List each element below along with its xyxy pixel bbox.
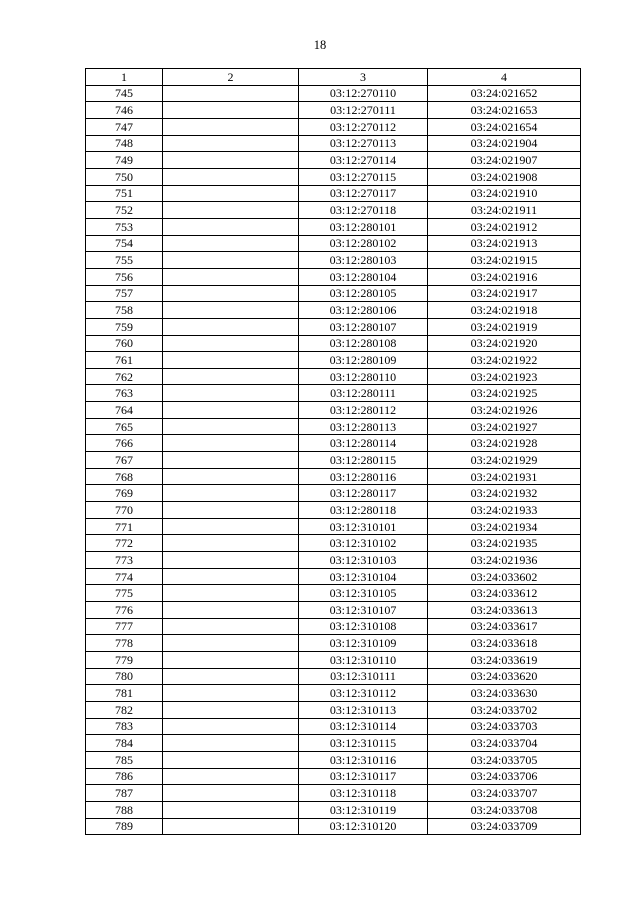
empty-cell xyxy=(163,418,299,435)
code-column-3-cell: 03:12:310104 xyxy=(299,568,428,585)
code-column-4-cell: 03:24:033707 xyxy=(428,785,581,802)
empty-cell xyxy=(163,635,299,652)
code-column-3-cell: 03:12:280110 xyxy=(299,368,428,385)
row-number-cell: 748 xyxy=(86,135,163,152)
code-column-4-cell: 03:24:021926 xyxy=(428,402,581,419)
code-column-4-cell: 03:24:021925 xyxy=(428,385,581,402)
code-column-4-cell: 03:24:033708 xyxy=(428,801,581,818)
code-column-3-cell: 03:12:310105 xyxy=(299,585,428,602)
code-column-3-cell: 03:12:310111 xyxy=(299,668,428,685)
empty-cell xyxy=(163,152,299,169)
row-number-cell: 772 xyxy=(86,535,163,552)
row-number-cell: 753 xyxy=(86,218,163,235)
empty-cell xyxy=(163,118,299,135)
table-row xyxy=(86,418,581,435)
code-column-3-cell: 03:12:280114 xyxy=(299,435,428,452)
empty-cell xyxy=(163,135,299,152)
empty-cell xyxy=(163,751,299,768)
code-column-3-cell: 03:12:280112 xyxy=(299,402,428,419)
code-column-4-cell: 03:24:021934 xyxy=(428,518,581,535)
row-number-cell: 766 xyxy=(86,435,163,452)
table-row xyxy=(86,618,581,635)
code-column-3-cell: 03:12:280102 xyxy=(299,235,428,252)
empty-cell xyxy=(163,485,299,502)
code-column-4-cell: 03:24:021913 xyxy=(428,235,581,252)
table-row xyxy=(86,701,581,718)
code-column-4-cell: 03:24:021912 xyxy=(428,218,581,235)
table-row xyxy=(86,218,581,235)
row-number-cell: 780 xyxy=(86,668,163,685)
code-column-4-cell: 03:24:021933 xyxy=(428,502,581,519)
row-number-cell: 762 xyxy=(86,368,163,385)
code-column-4-cell: 03:24:021936 xyxy=(428,552,581,569)
code-column-4-cell: 03:24:021922 xyxy=(428,352,581,369)
table-row xyxy=(86,302,581,319)
row-number-cell: 768 xyxy=(86,468,163,485)
code-column-4-cell: 03:24:033703 xyxy=(428,718,581,735)
row-number-cell: 755 xyxy=(86,252,163,269)
code-column-3-cell: 03:12:280109 xyxy=(299,352,428,369)
table-row xyxy=(86,602,581,619)
row-number-cell: 781 xyxy=(86,685,163,702)
empty-cell xyxy=(163,368,299,385)
table-row xyxy=(86,318,581,335)
table-row xyxy=(86,568,581,585)
empty-cell xyxy=(163,585,299,602)
code-column-4-cell: 03:24:021654 xyxy=(428,118,581,135)
code-column-3-cell: 03:12:270114 xyxy=(299,152,428,169)
code-column-3-cell: 03:12:280105 xyxy=(299,285,428,302)
empty-cell xyxy=(163,102,299,119)
row-number-cell: 746 xyxy=(86,102,163,119)
table-row xyxy=(86,85,581,102)
code-column-3-cell: 03:12:280107 xyxy=(299,318,428,335)
table-row xyxy=(86,735,581,752)
code-column-4-cell: 03:24:021919 xyxy=(428,318,581,335)
row-number-cell: 779 xyxy=(86,651,163,668)
code-column-3-cell: 03:12:310109 xyxy=(299,635,428,652)
empty-cell xyxy=(163,318,299,335)
row-number-cell: 773 xyxy=(86,552,163,569)
empty-cell xyxy=(163,185,299,202)
code-column-3-cell: 03:12:310117 xyxy=(299,768,428,785)
code-column-3-cell: 03:12:310108 xyxy=(299,618,428,635)
page-number: 18 xyxy=(313,38,327,52)
table-row xyxy=(86,751,581,768)
empty-cell xyxy=(163,85,299,102)
empty-cell xyxy=(163,801,299,818)
row-number-cell: 782 xyxy=(86,701,163,718)
row-number-cell: 775 xyxy=(86,585,163,602)
row-number-cell: 760 xyxy=(86,335,163,352)
empty-cell xyxy=(163,568,299,585)
row-number-cell: 763 xyxy=(86,385,163,402)
empty-cell xyxy=(163,285,299,302)
row-number-cell: 757 xyxy=(86,285,163,302)
table-row xyxy=(86,352,581,369)
empty-cell xyxy=(163,502,299,519)
code-column-4-cell: 03:24:021908 xyxy=(428,168,581,185)
code-column-4-cell: 03:24:021935 xyxy=(428,535,581,552)
row-number-cell: 788 xyxy=(86,801,163,818)
code-column-4-cell: 03:24:033612 xyxy=(428,585,581,602)
code-column-3-cell: 03:12:310119 xyxy=(299,801,428,818)
code-column-3-cell: 03:12:270118 xyxy=(299,202,428,219)
row-number-cell: 761 xyxy=(86,352,163,369)
table-row xyxy=(86,685,581,702)
code-column-4-cell: 03:24:021910 xyxy=(428,185,581,202)
row-number-cell: 783 xyxy=(86,718,163,735)
code-column-3-cell: 03:12:270117 xyxy=(299,185,428,202)
table-row xyxy=(86,635,581,652)
column-header-1: 1 xyxy=(86,69,163,86)
table-row xyxy=(86,668,581,685)
code-column-4-cell: 03:24:021927 xyxy=(428,418,581,435)
table-row xyxy=(86,651,581,668)
row-number-cell: 769 xyxy=(86,485,163,502)
code-column-3-cell: 03:12:270110 xyxy=(299,85,428,102)
empty-cell xyxy=(163,268,299,285)
row-number-cell: 770 xyxy=(86,502,163,519)
empty-cell xyxy=(163,651,299,668)
code-column-3-cell: 03:12:310116 xyxy=(299,751,428,768)
code-column-3-cell: 03:12:280104 xyxy=(299,268,428,285)
table-row xyxy=(86,335,581,352)
table-row xyxy=(86,202,581,219)
row-number-cell: 778 xyxy=(86,635,163,652)
code-column-3-cell: 03:12:310101 xyxy=(299,518,428,535)
row-number-cell: 759 xyxy=(86,318,163,335)
table-row xyxy=(86,535,581,552)
empty-cell xyxy=(163,768,299,785)
code-column-3-cell: 03:12:270112 xyxy=(299,118,428,135)
code-column-4-cell: 03:24:021904 xyxy=(428,135,581,152)
code-column-4-cell: 03:24:021928 xyxy=(428,435,581,452)
code-column-3-cell: 03:12:310120 xyxy=(299,818,428,835)
code-column-4-cell: 03:24:033602 xyxy=(428,568,581,585)
code-column-3-cell: 03:12:280118 xyxy=(299,502,428,519)
empty-cell xyxy=(163,235,299,252)
code-column-3-cell: 03:12:310112 xyxy=(299,685,428,702)
code-column-3-cell: 03:12:280111 xyxy=(299,385,428,402)
code-column-4-cell: 03:24:021653 xyxy=(428,102,581,119)
code-column-3-cell: 03:12:280103 xyxy=(299,252,428,269)
empty-cell xyxy=(163,468,299,485)
table-row xyxy=(86,385,581,402)
code-column-4-cell: 03:24:021907 xyxy=(428,152,581,169)
table-row xyxy=(86,135,581,152)
code-column-4-cell: 03:24:033618 xyxy=(428,635,581,652)
row-number-cell: 785 xyxy=(86,751,163,768)
row-number-cell: 751 xyxy=(86,185,163,202)
table-header xyxy=(86,69,581,86)
table-row xyxy=(86,452,581,469)
table-row xyxy=(86,801,581,818)
empty-cell xyxy=(163,402,299,419)
empty-cell xyxy=(163,535,299,552)
code-column-3-cell: 03:12:280106 xyxy=(299,302,428,319)
table-row xyxy=(86,468,581,485)
row-number-cell: 758 xyxy=(86,302,163,319)
table-row xyxy=(86,718,581,735)
empty-cell xyxy=(163,435,299,452)
row-number-cell: 776 xyxy=(86,602,163,619)
code-column-3-cell: 03:12:270115 xyxy=(299,168,428,185)
row-number-cell: 765 xyxy=(86,418,163,435)
empty-cell xyxy=(163,518,299,535)
row-number-cell: 777 xyxy=(86,618,163,635)
row-number-cell: 749 xyxy=(86,152,163,169)
table-row xyxy=(86,502,581,519)
code-column-3-cell: 03:12:280113 xyxy=(299,418,428,435)
code-column-4-cell: 03:24:033709 xyxy=(428,818,581,835)
code-column-4-cell: 03:24:021923 xyxy=(428,368,581,385)
empty-cell xyxy=(163,202,299,219)
code-column-4-cell: 03:24:021929 xyxy=(428,452,581,469)
row-number-cell: 764 xyxy=(86,402,163,419)
table-row xyxy=(86,368,581,385)
table-row xyxy=(86,435,581,452)
code-column-4-cell: 03:24:033619 xyxy=(428,651,581,668)
code-column-3-cell: 03:12:310107 xyxy=(299,602,428,619)
table-row xyxy=(86,518,581,535)
column-header-3: 3 xyxy=(299,69,428,86)
table-row xyxy=(86,585,581,602)
code-column-4-cell: 03:24:021917 xyxy=(428,285,581,302)
code-column-3-cell: 03:12:270111 xyxy=(299,102,428,119)
code-column-3-cell: 03:12:310113 xyxy=(299,701,428,718)
table-row xyxy=(86,152,581,169)
code-column-4-cell: 03:24:021932 xyxy=(428,485,581,502)
code-column-3-cell: 03:12:310115 xyxy=(299,735,428,752)
table-row xyxy=(86,785,581,802)
row-number-cell: 747 xyxy=(86,118,163,135)
table-row xyxy=(86,552,581,569)
code-column-4-cell: 03:24:033706 xyxy=(428,768,581,785)
code-column-3-cell: 03:12:310118 xyxy=(299,785,428,802)
code-column-3-cell: 03:12:310110 xyxy=(299,651,428,668)
code-column-4-cell: 03:24:033704 xyxy=(428,735,581,752)
row-number-cell: 745 xyxy=(86,85,163,102)
code-column-4-cell: 03:24:021931 xyxy=(428,468,581,485)
code-column-3-cell: 03:12:310103 xyxy=(299,552,428,569)
row-number-cell: 786 xyxy=(86,768,163,785)
table-body xyxy=(86,85,581,835)
table-row xyxy=(86,168,581,185)
empty-cell xyxy=(163,452,299,469)
row-number-cell: 752 xyxy=(86,202,163,219)
column-header-4: 4 xyxy=(428,69,581,86)
column-header-2: 2 xyxy=(163,69,299,86)
row-number-cell: 754 xyxy=(86,235,163,252)
empty-cell xyxy=(163,335,299,352)
empty-cell xyxy=(163,552,299,569)
table-row xyxy=(86,768,581,785)
row-number-cell: 789 xyxy=(86,818,163,835)
empty-cell xyxy=(163,718,299,735)
code-column-3-cell: 03:12:280101 xyxy=(299,218,428,235)
table-header-row xyxy=(86,69,581,86)
code-column-3-cell: 03:12:280117 xyxy=(299,485,428,502)
empty-cell xyxy=(163,701,299,718)
code-column-4-cell: 03:24:033702 xyxy=(428,701,581,718)
code-column-4-cell: 03:24:021652 xyxy=(428,85,581,102)
code-column-4-cell: 03:24:021916 xyxy=(428,268,581,285)
table-row xyxy=(86,268,581,285)
empty-cell xyxy=(163,668,299,685)
empty-cell xyxy=(163,618,299,635)
code-column-4-cell: 03:24:033630 xyxy=(428,685,581,702)
empty-cell xyxy=(163,168,299,185)
table-row xyxy=(86,818,581,835)
table-row xyxy=(86,118,581,135)
row-number-cell: 756 xyxy=(86,268,163,285)
data-table xyxy=(85,68,581,835)
table-row xyxy=(86,102,581,119)
empty-cell xyxy=(163,785,299,802)
empty-cell xyxy=(163,352,299,369)
empty-cell xyxy=(163,818,299,835)
row-number-cell: 767 xyxy=(86,452,163,469)
code-column-4-cell: 03:24:021920 xyxy=(428,335,581,352)
row-number-cell: 774 xyxy=(86,568,163,585)
table-row xyxy=(86,235,581,252)
data-table-container xyxy=(85,68,580,835)
table-row xyxy=(86,285,581,302)
code-column-4-cell: 03:24:033617 xyxy=(428,618,581,635)
empty-cell xyxy=(163,602,299,619)
code-column-3-cell: 03:12:310114 xyxy=(299,718,428,735)
code-column-4-cell: 03:24:033613 xyxy=(428,602,581,619)
empty-cell xyxy=(163,385,299,402)
code-column-4-cell: 03:24:033705 xyxy=(428,751,581,768)
code-column-3-cell: 03:12:310102 xyxy=(299,535,428,552)
code-column-4-cell: 03:24:033620 xyxy=(428,668,581,685)
empty-cell xyxy=(163,685,299,702)
row-number-cell: 771 xyxy=(86,518,163,535)
table-row xyxy=(86,402,581,419)
code-column-3-cell: 03:12:280115 xyxy=(299,452,428,469)
row-number-cell: 750 xyxy=(86,168,163,185)
code-column-4-cell: 03:24:021915 xyxy=(428,252,581,269)
row-number-cell: 784 xyxy=(86,735,163,752)
code-column-3-cell: 03:12:280116 xyxy=(299,468,428,485)
code-column-3-cell: 03:12:280108 xyxy=(299,335,428,352)
empty-cell xyxy=(163,735,299,752)
row-number-cell: 787 xyxy=(86,785,163,802)
table-row xyxy=(86,185,581,202)
table-row xyxy=(86,485,581,502)
empty-cell xyxy=(163,218,299,235)
code-column-4-cell: 03:24:021918 xyxy=(428,302,581,319)
table-row xyxy=(86,252,581,269)
empty-cell xyxy=(163,252,299,269)
code-column-3-cell: 03:12:270113 xyxy=(299,135,428,152)
code-column-4-cell: 03:24:021911 xyxy=(428,202,581,219)
empty-cell xyxy=(163,302,299,319)
